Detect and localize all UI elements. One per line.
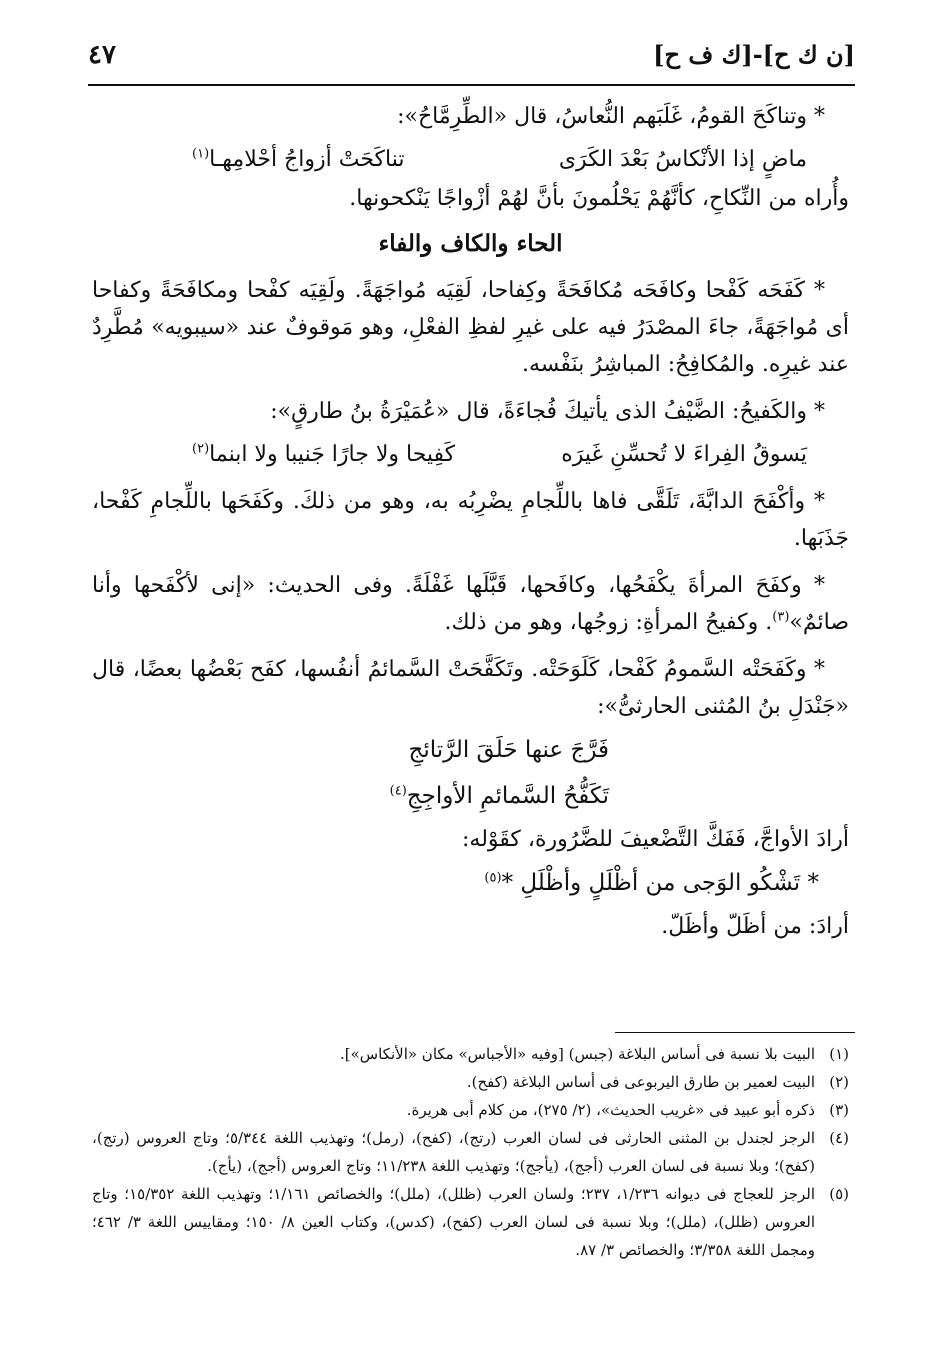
verse-1: [92, 141, 849, 178]
footnote-text: ذكره أبو عبيد فى «غريب الحديث»، (٢/ ٢٧٥)، من كلام أبى هريرة.: [406, 1101, 815, 1119]
footnote-4: [92, 1124, 849, 1180]
paragraph-8: أرادَ الأواجَّ، فَفَكَّ التَّضْعيفَ للضَّرُورة، كقَوْله:: [461, 827, 849, 852]
footnote-text: البيت بلا نسبة فى أساس البلاغة (جبس) [وفيه «الأجباس» مكان «الأنكاس»].: [340, 1045, 815, 1063]
footnote-text: الرجز لجندل بن المثنى الحارثى فى لسان العرب (رتج)، (كفح)، (رمل)؛ وتهذيب اللغة ٥/٣٤٤؛ وتاج العروس (رتج)، (كفح)؛ وبلا نسبة فى لسان العرب (أجج)، (يأجج)؛ وتهذيب اللغة ١١/٢٣٨؛ وتاج العروس (أجج)، (يأج).: [92, 1129, 815, 1175]
rajaz-line-2: تَكَفُّحُ السَّمائمِ الأواجِجِ$^{(٤)}$: [389, 783, 609, 809]
page-header: [88, 34, 855, 86]
paragraph-7: * وكَفَحَتْه السَّمومُ كَفْحا، كَلَوَحَتْه. وتَكَفَّحَتْ السَّمائمُ أنفُسها، كفَح بَعْضُها بعضًا، قال «جَنْدَلِ بنُ المُثنى الحارثىُّ»:: [92, 657, 849, 719]
footnote-text: البيت لعمير بن طارق اليربوعى فى أساس البلاغة (كفح).: [466, 1073, 815, 1091]
footnote-ref-2: (٢): [192, 441, 210, 457]
footnote-ref-5: (٥): [484, 870, 502, 886]
footnote-ref-1: (١): [192, 146, 210, 162]
rajaz-line-3: * تَشْكُو الوَجى من أظْلَلٍ وأظْلَلِ *$^{(٥)}$: [484, 870, 819, 896]
footnotes: [92, 1040, 849, 1264]
paragraph-6: * وكفَحَ المرأةَ يكْفَحُها، وكافَحها، قَبَّلَها غَفْلَةً. وفى الحديث: «إنى لأكْفَحها وأنا صائمٌ»$^{(٣)}$. وكفيحُ المرأةِ: زوجُها، وهو من ذلك.: [92, 573, 849, 635]
page-number: ٤٧: [88, 40, 116, 70]
footnote-number: (٥): [829, 1185, 849, 1203]
footnote-number: (٤): [829, 1129, 849, 1147]
section-heading: الحاء والكاف والفاء: [378, 230, 563, 257]
footnote-2: [92, 1068, 849, 1096]
footnote-rule: [615, 1032, 855, 1033]
verse-2-hemistich-1: يَسوقُ الفِراءَ لا تُحسِّنِ غَيرَه: [561, 442, 807, 467]
paragraph-9: أرادَ: من أظَلّ وأظَلّ.: [661, 914, 849, 939]
footnote-ref-3: (٣): [772, 609, 790, 625]
footnote-number: (٢): [829, 1073, 849, 1091]
footnote-number: (٣): [829, 1101, 849, 1119]
verse-2: [92, 436, 849, 473]
footnote-ref-4: (٤): [389, 783, 407, 799]
paragraph-2: وأُراه من النِّكاحِ، كأنَّهُمْ يَحْلُمونَ بأنَّ لهُمْ أزْواجًا يَنْكحونها.: [349, 186, 849, 211]
paragraph-4: * والكَفيحُ: الضَّيْفُ الذى يأتيكَ فُجاءَةً، قال «عُمَيْرَةُ بنُ طارقٍ»:: [270, 399, 825, 424]
footnote-5: [92, 1180, 849, 1264]
paragraph-1: * وتناكَحَ القومُ، غَلَبَهم النُّعاسُ، قال «الطِّرِمَّاحُ»:: [397, 104, 825, 129]
rajaz-line-1: فَرَّجَ عنها حَلَقَ الرَّتائجِ: [408, 737, 609, 763]
body-text: [92, 98, 849, 945]
verse-1-hemistich-1: ماضٍ إذا الأنْكاسُ بَعْدَ الكَرَى: [558, 147, 807, 172]
verse-1-hemistich-2: تناكَحَتْ أزواجُ أحْلامِهـا$^{(١)}$: [192, 146, 405, 172]
verse-2-hemistich-2: كَفِيحا ولا جارًا جَنيبا ولا ابنما$^{(٢)}$: [192, 441, 456, 467]
footnote-text: الرجز للعجاج فى ديوانه ١/٢٣٦، ٢٣٧؛ ولسان العرب (ظلل)، (ملل)؛ والخصائص ١/١٦١؛ وتهذيب اللغة ١٥/٣٥٢؛ وتاج العروس (ظلل)، (ملل)؛ وبلا نسبة فى لسان العرب (كفح)، (كدس)، وكتاب العين ٨/ ١٥٠؛ ومقاييس اللغة ٣/ ٤٦٢؛ ومجمل اللغة ٣/٣٥٨؛ والخصائص ٣/ ٨٧.: [92, 1185, 816, 1259]
running-head: [ن ك ح]-[ك ف ح]: [653, 40, 855, 69]
paragraph-5: * وأكْفَحَ الدابَّةَ، تَلَقَّى فاها باللِّجامِ يضْرِبُه به، وهو من ذلكَ. وكَفَحَها باللِّجامِ كَفْحا، جَذَبَها.: [92, 489, 849, 551]
footnote-1: [92, 1040, 849, 1068]
paragraph-3: * كَفَحَه كَفْحا وكافَحَه مُكافَحَةً وكِفاحا، لَقِيَه مُواجَهَةً. ولَقِيَه كفْحا ومكافَحَةً وكفاحا أى مُواجَهَةً، جاءَ المصْدَرُ فيه على غيرِ لفظِ الفعْلِ، وهو مَوقوفٌ عند «سيبويه» مُطَّرِدٌ عند غيرِه. والمُكافِحُ: المباشِرُ بنَفْسه.: [92, 278, 849, 377]
footnote-3: [92, 1096, 849, 1124]
footnote-number: (١): [829, 1045, 849, 1063]
